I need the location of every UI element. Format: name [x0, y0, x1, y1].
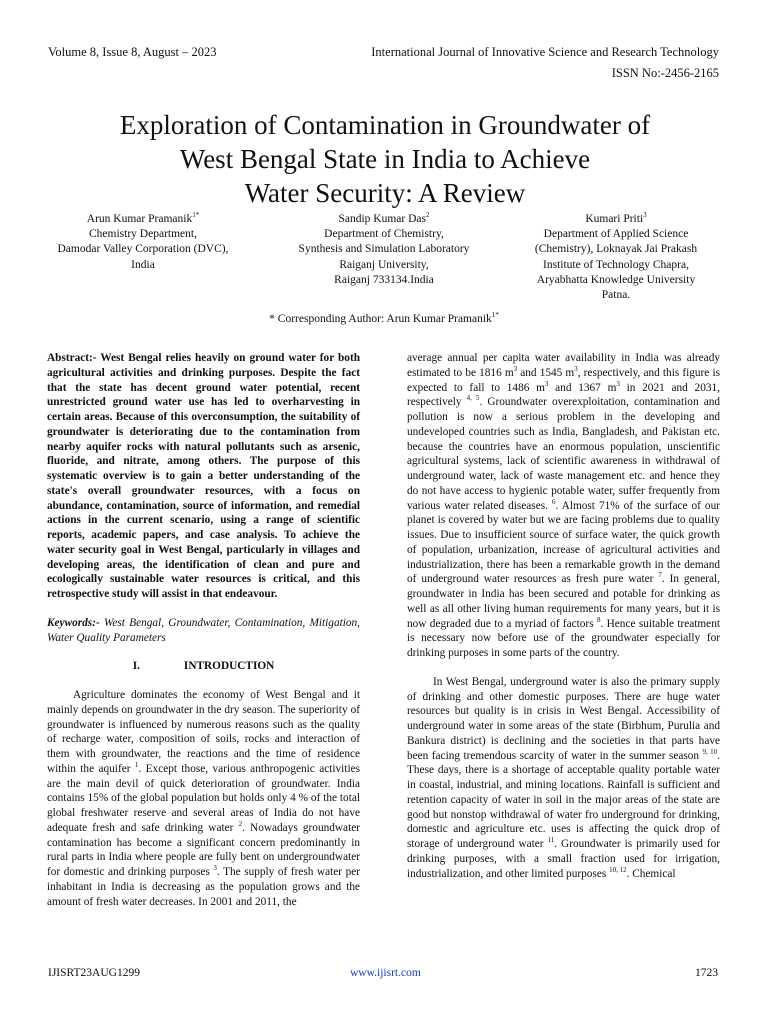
- section-number: I.: [132, 660, 140, 673]
- title-line: West Bengal State in India to Achieve: [179, 144, 591, 175]
- author-affiliation: Department of Chemistry,: [324, 228, 444, 241]
- left-column: [47, 351, 360, 909]
- author-name: Arun Kumar Pramanik: [86, 213, 193, 225]
- citation: 11: [547, 836, 555, 845]
- author-affil-mark: 2: [426, 211, 430, 220]
- abstract: Abstract:- West Bengal relies heavily on ground water for both agricultural activities and drinking purposes. Despite the fact that the state has decent ground water potential, recent unrestricted ground water use has led to overharvesting in certain areas. Because of this overconsumption, the suitability of groundwater is deteriorating due to the contamination from nearby aquifer rocks with natural pollutants such as arsenic, fluoride, and nitrate, among others. The purpose of this systematic overview is to gain a better understanding of the state's overall groundwater resources, with a focus on abundance, contamination, source of information, and remedial actions in the current scenario, using a range of scientific reports, academic papers, and case analysis. To achieve the water security goal in West Bengal, particularly in villages and developing areas, the identification of clean and pure and ecologically sustainable water resources is critical, and this retrospective study will assist in that endeavour.: [47, 352, 360, 600]
- author-affiliation: Damodar Valley Corporation (DVC),: [57, 243, 229, 256]
- journal-website-link[interactable]: www.ijisrt.com: [350, 967, 421, 979]
- author-affiliation: Chemistry Department,: [89, 228, 197, 241]
- citation: 4, 5: [466, 394, 480, 403]
- author-affil-mark: 3: [643, 211, 647, 220]
- citation: 7: [658, 571, 662, 580]
- author-affiliation: Raiganj University,: [339, 258, 429, 271]
- author-affiliation: Patna.: [601, 289, 631, 302]
- right-column: [407, 351, 720, 881]
- paper-id: IJISRT23AUG1299: [48, 967, 140, 979]
- author-affiliation: Raiganj 733134.India: [334, 273, 434, 286]
- citation: 9, 10: [702, 747, 718, 756]
- citation: 1: [134, 760, 139, 769]
- title-line: Water Security: A Review: [244, 178, 526, 209]
- title-line: Exploration of Contamination in Groundwater of: [119, 110, 651, 141]
- volume-issue: Volume 8, Issue 8, August – 2023: [48, 45, 217, 59]
- author-affiliation: Institute of Technology Chapra,: [543, 258, 689, 271]
- section-heading: [47, 659, 360, 674]
- citation: 10, 12: [609, 865, 627, 874]
- author-affiliation: (Chemistry), Loknayak Jai Prakash: [534, 243, 698, 256]
- keywords-label: Keywords:-: [47, 616, 100, 629]
- section-title: INTRODUCTION: [183, 660, 275, 673]
- author-affiliation: Synthesis and Simulation Laboratory: [298, 243, 470, 256]
- citation: 3: [213, 864, 217, 873]
- intro-paragraph-1: Agriculture dominates the economy of West Bengal and it mainly depends on groundwater in the dry season. The superiority of groundwater is influenced by numerous reasons such as the quality of recharge water, composition of soils, rocks and interaction of them with groundwater, the reactions and the time of residence within the aquifer $^1$. Except those, various anthropogenic activities are the main devil of quick deterioration of groundwater. India contains 15% of the global population but holds only 4 % of the total global freshwater reserve and several areas of India do not have adequate fresh and safe drinking water $^2$. Nowadays groundwater contamination has become a significant concern predominantly in rural parts in India where people are fully bent on undergroundwater for domestic and drinking purposes $^3$. The supply of fresh water per inhabitant in India is decreasing as the population grows and the amount of fresh water decreases. In 2001 and 2011, the: [47, 689, 360, 908]
- author-name: Sandip Kumar Das: [338, 213, 426, 225]
- keywords: [47, 616, 360, 646]
- intro-paragraph-2: In West Bengal, underground water is also the primary supply of drinking and other domestic purposes. There are huge water resources but quality is in crisis in West Bengal. Accessibility of underground water in some areas of the state (Birbhum, Purulia and Bankura district) is declining and the societies in that parts have been facing tremendous scarcity of water in the summer season $^{9, 10}$. These days, there is a shortage of acceptable quality portable water in coastal, industrial, and mining locations. Rainfall is sufficient and retention capacity of water in soil in the major areas of the state are good but nonstop withdrawal of water fro underground for drinking, domestic and agriculture etc. uses is affecting the quick drop of storage of underground water $^{11}$. Groundwater is primarily used for drinking purposes, with a small fraction used for irrigation, industrialization, and other limited purposes $^{10, 12}$. Chemical: [407, 675, 720, 880]
- author-1: [28, 212, 258, 273]
- page-number: 1723: [695, 967, 718, 979]
- citation: 8: [596, 615, 601, 624]
- corresponding-author: * Corresponding Author: Arun Kumar Pramanik$^{1*}$: [269, 311, 499, 325]
- author-name: Kumari Priti: [585, 213, 644, 225]
- citation: 6: [551, 497, 556, 506]
- author-3: [508, 212, 724, 303]
- intro-paragraph-1-cont: average annual per capita water availability in India was already estimated to be 1816 $m^3$ and 1545 $m^3$, respectively, and this figure is expected to fall to 1486 $m^3$ and 1367 $m^3$ in 2021 and 2031, respectively $^{4, 5}$. Groundwater overexploitation, contamination and pollution is now a serious problem in the developing and undeveloped countries such as India, Bangladesh, and Pakistan etc. because the countries have an enormous population, unscientific agricultural systems, lack of scientific awareness in withdrawal of underground water, lack of waste management etc. and hence they do not have access to hygienic potable water, suffer frequently from various water related diseases. $^6$. Almost 71% of the surface of our planet is covered by water but we are facing problems due to quality issues. Due to insufficient source of surface water, the quick growth of population, urbanization, increase of agricultural activities and industrialization, there has been a remarkable growth in the demand of underground water resources as fresh pure water $^7$. In general, groundwater in India has been secured and potable for drinking as well as all other living human requirements for many years, but it is now degraded due to a myriad of factors $^8$. Hence suitable treatment is necessary now before use of the groundwater especially for drinking purposes in some parts of the country.: [407, 352, 721, 659]
- author-affil-mark: 1*: [192, 211, 200, 220]
- author-affiliation: India: [131, 258, 155, 271]
- citation: 2: [238, 819, 243, 828]
- journal-name: International Journal of Innovative Science and Research Technology: [371, 45, 719, 59]
- issn: ISSN No:-2456-2165: [611, 66, 719, 80]
- paper-title: [40, 108, 730, 210]
- keywords-text: West Bengal, Groundwater, Contamination, Mitigation, Water Quality Parameters: [47, 616, 360, 644]
- author-affiliation: Department of Applied Science: [543, 228, 689, 241]
- author-affiliation: Aryabhatta Knowledge University: [536, 273, 696, 286]
- author-2: [274, 212, 494, 288]
